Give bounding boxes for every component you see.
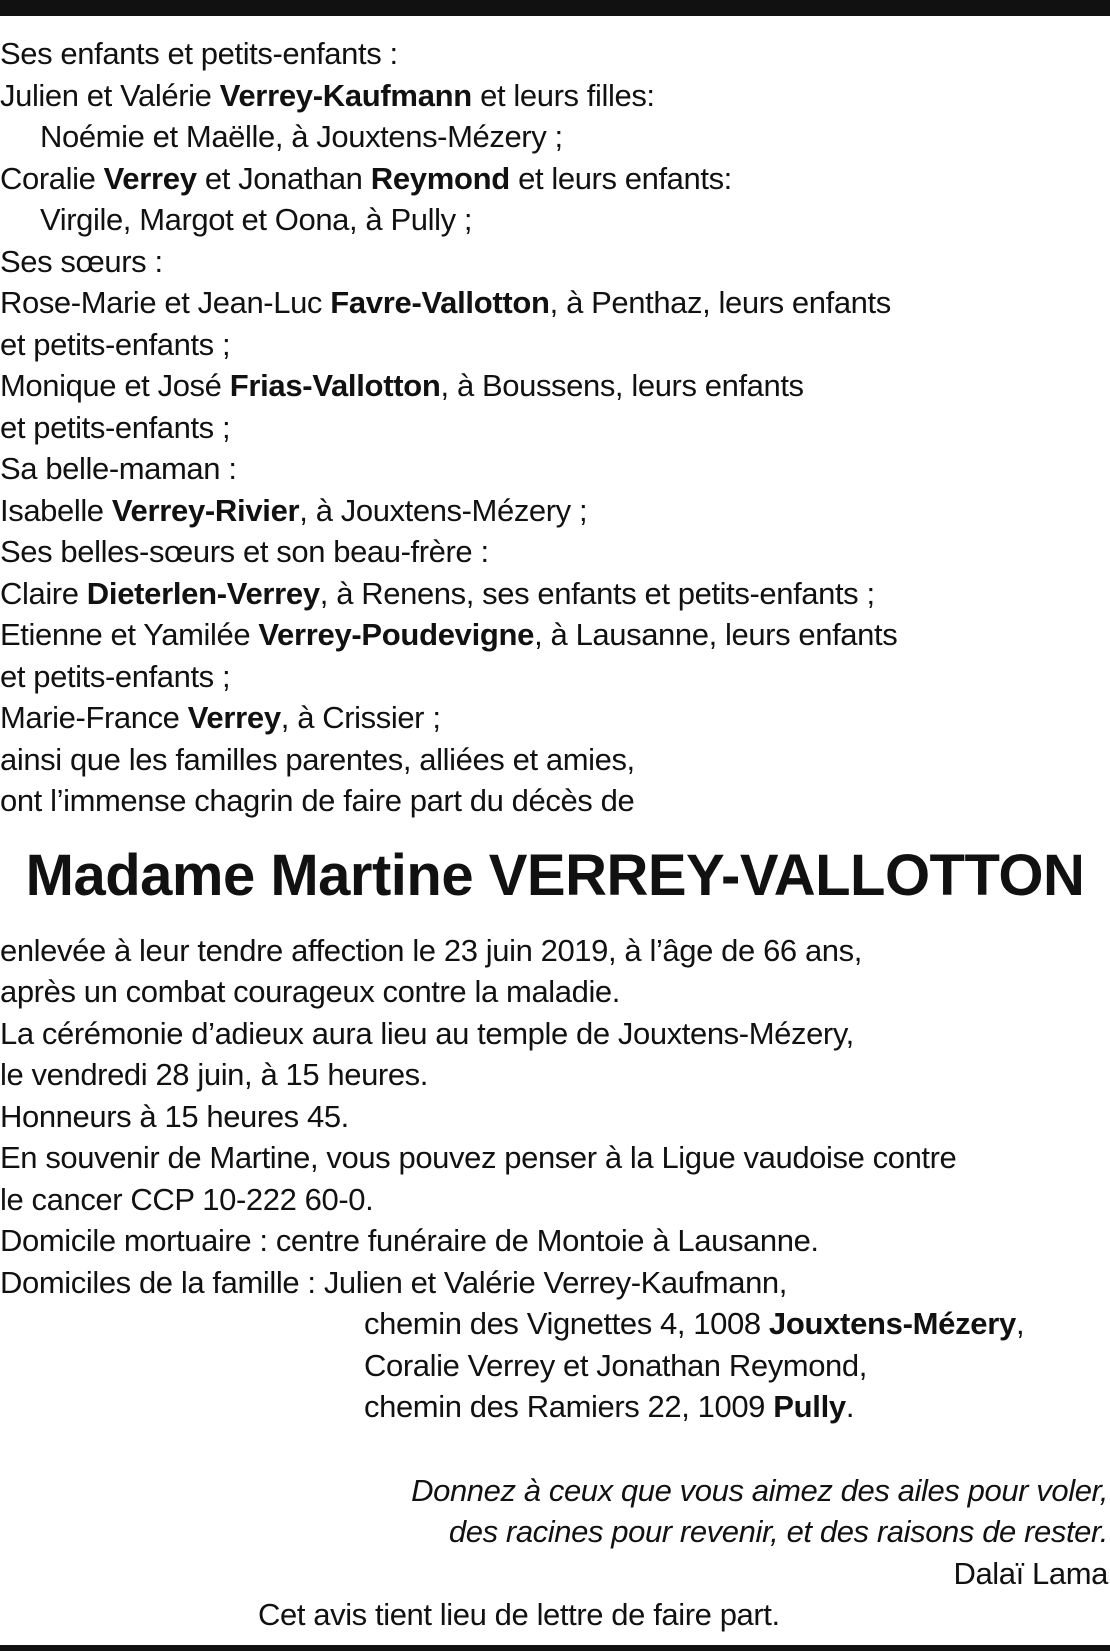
surname: Verrey-Rivier: [111, 492, 300, 528]
details-line: Domicile mortuaire : centre funéraire de Montoie à Lausanne.: [0, 1223, 819, 1258]
quote-line: Donnez à ceux que vous aimez des ailes pour voler,: [411, 1472, 1108, 1508]
family-entry-child1: Julien et Valérie Verrey-Kaufmann et leurs filles:: [0, 77, 655, 113]
family-entry-sister2: Monique et José Frias-Vallotton, à Boussens, leurs enfants: [0, 368, 804, 403]
family-entry-continuation: et petits-enfants ;: [0, 409, 231, 445]
family-address-second: Coralie Verrey et Jonathan Reymond,: [364, 1347, 867, 1383]
surname: Verrey-Kaufmann: [219, 77, 472, 113]
in-laws-heading: Ses belles-sœurs et son beau-frère :: [0, 534, 489, 569]
bottom-border-rule: [0, 1645, 1110, 1651]
deceased-name: Madame Martine VERREY-VALLOTTON: [25, 842, 1085, 908]
details-line: Honneurs à 15 heures 45.: [0, 1098, 349, 1134]
mother-in-law-heading: Sa belle-maman :: [0, 451, 237, 486]
details-line: le vendredi 28 juin, à 15 heures.: [0, 1057, 428, 1092]
surname: Verrey-Poudevigne: [258, 617, 535, 652]
family-entry-mother-in-law: Isabelle Verrey-Rivier, à Jouxtens-Mézery ;: [0, 492, 588, 528]
family-address-street: chemin des Vignettes 4, 1008 Jouxtens-Mézery,: [364, 1306, 1025, 1341]
extended-family-line: ainsi que les familles parentes, alliées et amies,: [0, 741, 635, 777]
family-entry-inlaw1: Claire Dieterlen-Verrey, à Renens, ses enfants et petits-enfants ;: [0, 575, 875, 611]
details-line: le cancer CCP 10-222 60-0.: [0, 1181, 374, 1217]
city: Jouxtens-Mézery: [768, 1306, 1016, 1341]
surname: Dieterlen-Verrey: [86, 575, 320, 611]
family-address-first: Domiciles de la famille : Julien et Valérie Verrey-Kaufmann,: [0, 1264, 787, 1300]
details-line: La cérémonie d’adieux aura lieu au temple de Jouxtens-Mézery,: [0, 1015, 854, 1051]
details-line: enlevée à leur tendre affection le 23 juin 2019, à l’âge de 66 ans,: [0, 932, 862, 968]
details-line: En souvenir de Martine, vous pouvez penser à la Ligue vaudoise contre: [0, 1140, 957, 1175]
family-address-street: chemin des Ramiers 22, 1009 Pully.: [364, 1389, 855, 1424]
grandchildren-entry: Noémie et Maëlle, à Jouxtens-Mézery ;: [40, 119, 563, 154]
surname: Reymond: [370, 160, 510, 196]
children-heading: Ses enfants et petits-enfants :: [0, 36, 398, 71]
details-line: après un combat courageux contre la maladie.: [0, 974, 620, 1009]
quote-author: Dalaï Lama: [953, 1555, 1108, 1591]
closing-line: Cet avis tient lieu de lettre de faire part.: [258, 1597, 780, 1632]
top-border-rule: [0, 0, 1110, 16]
announcement-line: ont l’immense chagrin de faire part du décès de: [0, 783, 635, 818]
family-entry-inlaw2: Etienne et Yamilée Verrey-Poudevigne, à Lausanne, leurs enfants: [0, 617, 898, 652]
surname: Verrey: [103, 160, 197, 196]
family-entry-sister1: Rose-Marie et Jean-Luc Favre-Vallotton, à Penthaz, leurs enfants: [0, 285, 891, 320]
sisters-heading: Ses sœurs :: [0, 243, 163, 279]
spacer: [0, 1428, 1110, 1470]
family-entry-child2: Coralie Verrey et Jonathan Reymond et leurs enfants:: [0, 160, 732, 196]
family-entry-continuation: et petits-enfants ;: [0, 658, 231, 694]
surname: Verrey: [187, 700, 281, 735]
address-label: Domiciles de la famille :: [0, 1264, 316, 1300]
city: Pully: [773, 1389, 846, 1424]
obituary-notice: [0, 33, 1110, 1636]
quote-line: des racines pour revenir, et des raisons de rester.: [448, 1514, 1108, 1549]
grandchildren-entry: Virgile, Margot et Oona, à Pully ;: [40, 202, 473, 237]
surname: Frias-Vallotton: [229, 368, 441, 403]
family-entry-continuation: et petits-enfants ;: [0, 326, 231, 362]
surname: Favre-Vallotton: [330, 285, 550, 320]
family-entry-inlaw3: Marie-France Verrey, à Crissier ;: [0, 700, 441, 735]
